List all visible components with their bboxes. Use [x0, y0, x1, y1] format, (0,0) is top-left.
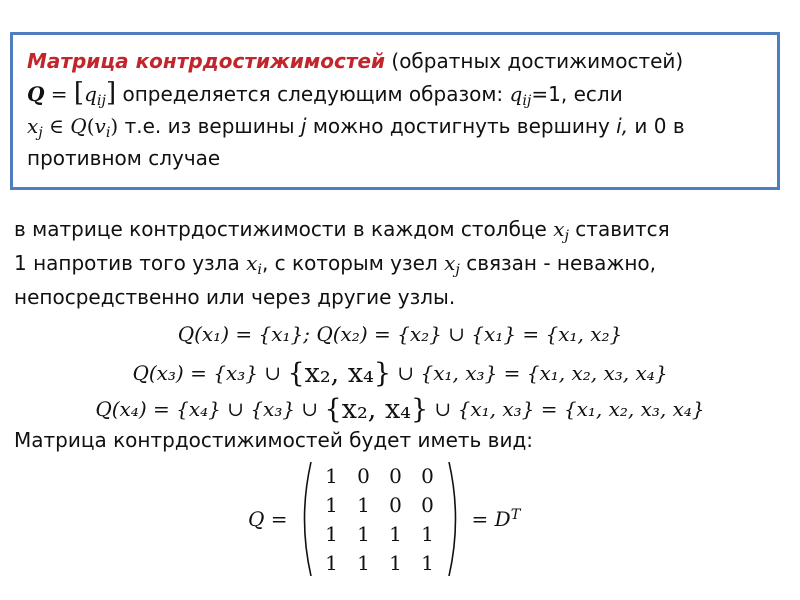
- paragraph-line-3: непосредственно или через другие узлы.: [14, 285, 456, 309]
- matrix-cell: 0: [357, 463, 370, 488]
- element-subscript-2: ij: [522, 93, 532, 110]
- matrix-cell: 1: [421, 550, 434, 575]
- element-symbol: q: [84, 82, 97, 106]
- matrix-equals: =: [471, 507, 495, 531]
- definition-text-3: можно достигнуть вершину: [306, 114, 617, 138]
- definition-line-1: [27, 45, 765, 77]
- matrix-cell: 0: [421, 492, 434, 517]
- matrix-block: [248, 460, 520, 578]
- vertex-v-subscript: i: [105, 125, 111, 142]
- matrix-cell: 1: [325, 521, 338, 546]
- bracket-open: [: [73, 78, 85, 108]
- paragraph-text-5: связан - неважно,: [459, 251, 657, 275]
- node-x-2-subscript: j: [455, 262, 460, 279]
- paragraph-text-4: , с которым узел: [261, 251, 445, 275]
- matrix-cell: 1: [357, 521, 370, 546]
- vertex-v: v: [94, 114, 106, 138]
- paren-open: (: [86, 114, 95, 138]
- vertex-x-subscript: j: [38, 125, 43, 142]
- definition-text-2: т.е. из вершины: [118, 114, 301, 138]
- definition-term: Матрица контрдостижимостей: [27, 49, 386, 73]
- transpose-T: T: [510, 506, 521, 523]
- matrix-cell: 0: [389, 492, 402, 517]
- matrix-cell: 1: [357, 550, 370, 575]
- node-x-subscript: i: [257, 262, 262, 279]
- definition-line-2: [27, 77, 765, 110]
- equation-2-part-a: Q(x₃) = {x₃} ∪: [132, 360, 288, 385]
- matrix-grid: [316, 461, 444, 577]
- function-Q: Q: [70, 114, 87, 138]
- element-symbol-2: q: [509, 82, 523, 106]
- element-of-sign: ∈: [42, 114, 71, 138]
- element-subscript: ij: [96, 93, 106, 110]
- bracket-close: ]: [105, 78, 117, 108]
- vertex-j: j: [300, 114, 307, 138]
- matrix-cell: 1: [389, 521, 402, 546]
- matrix-cell: 1: [357, 492, 370, 517]
- matrix-cell: 1: [325, 492, 338, 517]
- matrix-cell: 1: [421, 521, 434, 546]
- definition-text: определяется следующим образом:: [116, 82, 510, 106]
- matrix-D: D: [494, 507, 511, 531]
- matrix-cell: 1: [325, 550, 338, 575]
- column-x-subscript: j: [564, 228, 569, 245]
- matrix-intro: Матрица контрдостижимостей будет иметь вид:: [14, 428, 534, 452]
- definition-subtitle: (обратных достижимостей): [385, 49, 684, 73]
- right-paren: [446, 460, 464, 578]
- equation-1: Q(x₁) = {x₁}; Q(x₂) = {x₂} ∪ {x₁} = {x₁, x₂}: [177, 322, 623, 346]
- matrix-equals-transpose: [472, 507, 521, 531]
- paragraph-line-2: [14, 246, 784, 280]
- paragraph-line-1: [14, 212, 784, 246]
- matrix-symbol: Q: [27, 82, 45, 106]
- node-x-2: x: [444, 251, 456, 275]
- equation-3: [0, 394, 800, 425]
- matrix-cell: 1: [389, 550, 402, 575]
- matrix-cell: 0: [421, 463, 434, 488]
- definition-line-3: [27, 110, 765, 142]
- equation-3-part-b: ∪ {x₁, x₃} = {x₁, x₂, x₃, x₄}: [428, 396, 705, 421]
- paragraph-text: в матрице контрдостижимости в каждом столбце: [14, 217, 554, 241]
- definition-text-4: и 0 в: [628, 114, 685, 138]
- matrix-label: Q =: [248, 507, 288, 531]
- paragraph-text-2: ставится: [568, 217, 670, 241]
- left-paren: [296, 460, 314, 578]
- paragraph-text-3: 1 напротив того узла: [14, 251, 247, 275]
- node-x: x: [246, 251, 258, 275]
- definition-condition: =1, если: [531, 82, 623, 106]
- matrix-cell: 1: [325, 463, 338, 488]
- equation-3-big-set: {x₂, x₄}: [324, 394, 429, 425]
- equals-sign: =: [44, 82, 74, 106]
- equation-2: [0, 358, 800, 389]
- column-x: x: [553, 217, 565, 241]
- equation-2-big-set: {x₂, x₄}: [287, 358, 392, 389]
- matrix-cell: 0: [389, 463, 402, 488]
- equation-2-part-b: ∪ {x₁, x₃} = {x₁, x₂, x₃, x₄}: [391, 360, 668, 385]
- paren-close: ): [110, 114, 119, 138]
- vertex-i: i,: [616, 114, 629, 138]
- definition-line-4: противном случае: [27, 146, 221, 170]
- vertex-x: x: [27, 114, 39, 138]
- explanation-paragraph: [14, 212, 784, 314]
- equation-3-part-a: Q(x₄) = {x₄} ∪ {x₃} ∪: [95, 396, 325, 421]
- definition-box: [10, 32, 780, 190]
